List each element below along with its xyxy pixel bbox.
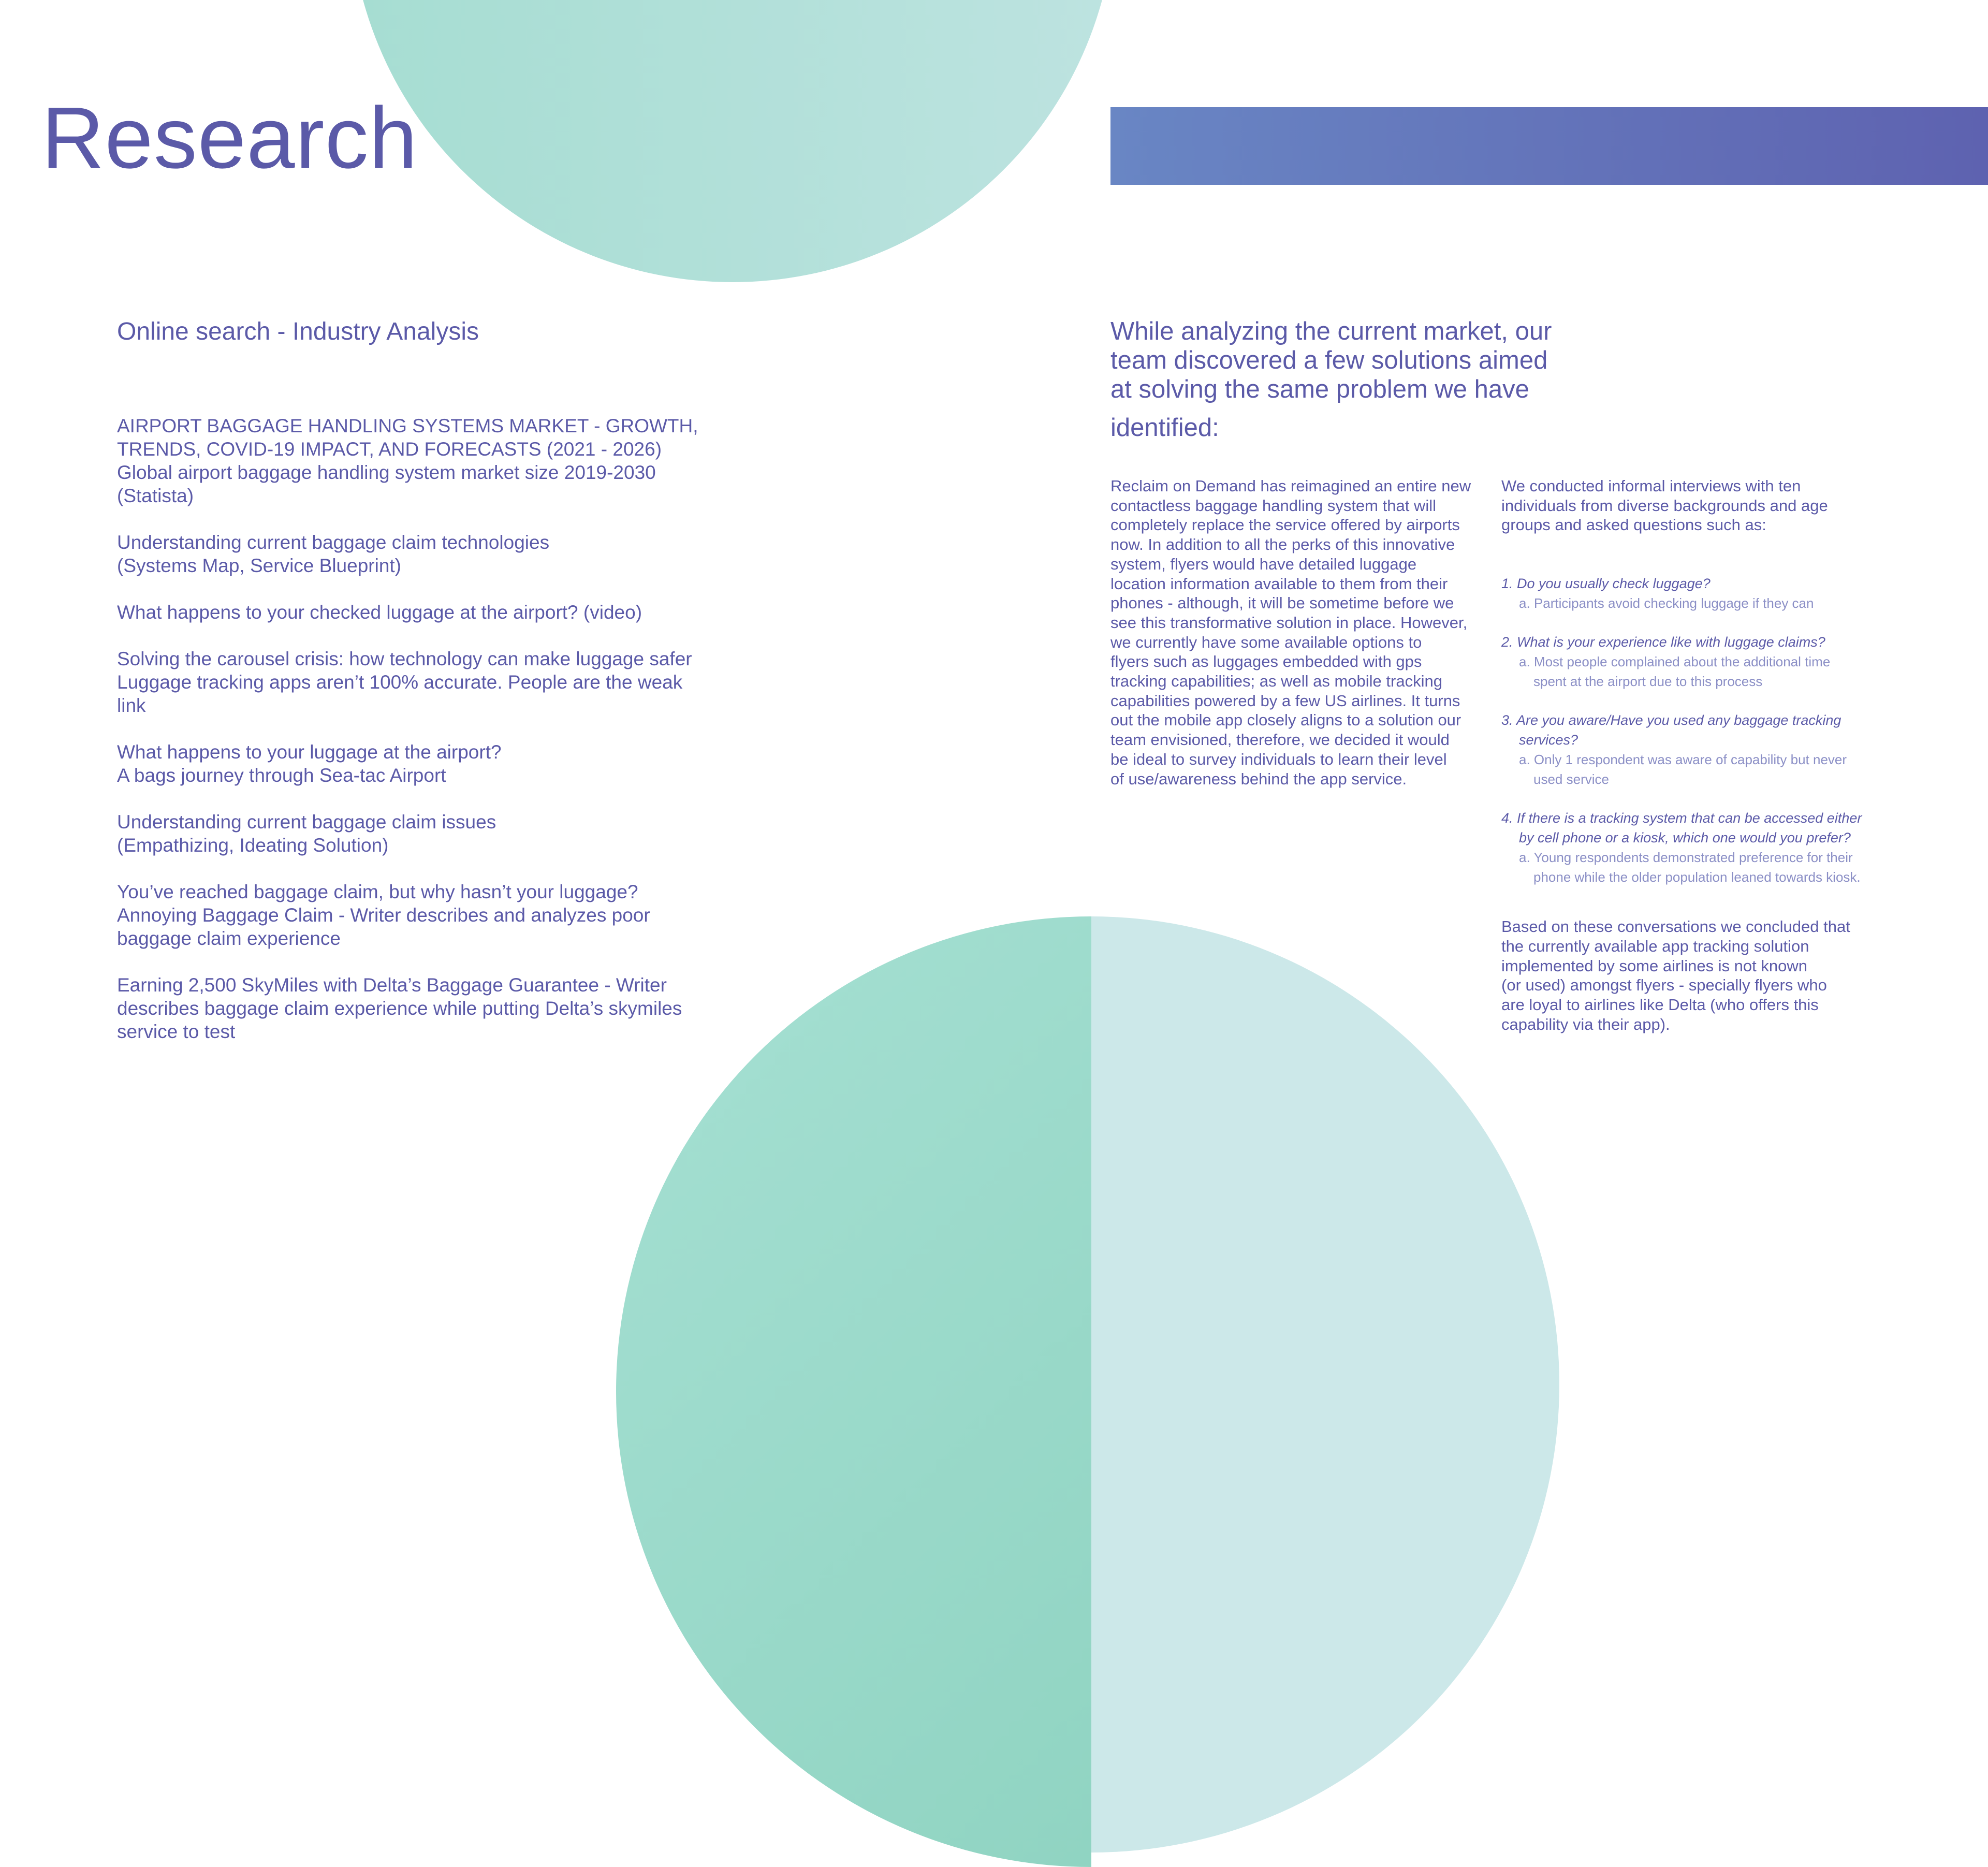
reference-line: Solving the carousel crisis: how technology can make luggage safer <box>117 648 692 669</box>
paragraph-line: of use/awareness behind the app service. <box>1110 769 1407 788</box>
reference-line: Understanding current baggage claim issues <box>117 811 496 833</box>
heading-line: While analyzing the current market, our <box>1110 317 1552 345</box>
paragraph-line: implemented by some airlines is not known <box>1501 956 1807 975</box>
reference-item <box>117 601 738 624</box>
reference-item <box>117 531 738 577</box>
question-line: 3. Are you aware/Have you used any baggage tracking <box>1501 712 1841 728</box>
answer-line: spent at the airport due to this process <box>1533 674 1763 690</box>
conclusion-paragraph <box>1501 917 1905 1034</box>
reference-item <box>117 973 738 1043</box>
reference-item <box>117 414 738 507</box>
reference-line: You’ve reached baggage claim, but why hasn’t your luggage? <box>117 881 638 902</box>
paragraph-line: team envisioned, therefore, we decided it would <box>1110 731 1450 749</box>
heading-line: identified: <box>1110 414 1219 442</box>
paragraph-line: system, flyers would have detailed luggage <box>1110 555 1417 573</box>
decorative-purple-bar <box>1110 107 1988 185</box>
section-heading: Online search - Industry Analysis <box>117 318 479 345</box>
paragraph-line: Based on these conversations we concluded that <box>1501 917 1850 936</box>
decorative-bottom-right-half-circle <box>1091 916 1559 1853</box>
reference-item <box>117 647 738 717</box>
reference-line: Understanding current baggage claim technologies <box>117 531 550 553</box>
interview-answer <box>1501 593 1905 613</box>
answer-line: a. Young respondents demonstrated preference for their <box>1519 850 1853 866</box>
reference-line: Annoying Baggage Claim - Writer describes and analyzes poor <box>117 904 650 926</box>
page-title: Research <box>41 89 418 186</box>
paragraph-line: (or used) amongst flyers - specially flyers who <box>1501 976 1827 995</box>
paragraph-line: location information available to them from their <box>1110 574 1448 593</box>
paragraph-line: the currently available app tracking solution <box>1501 937 1809 955</box>
interviews-section <box>1501 476 1905 1034</box>
reference-line: A bags journey through Sea-tac Airport <box>117 764 446 786</box>
paragraph-line: we currently have some available options to <box>1110 633 1422 651</box>
reference-line: service to test <box>117 1020 236 1042</box>
paragraph-line: individuals from diverse backgrounds and age <box>1501 496 1828 515</box>
reference-item <box>117 880 738 950</box>
answer-line: a. Only 1 respondent was aware of capability but never <box>1519 752 1847 768</box>
paragraph-line: tracking capabilities; as well as mobile tracking <box>1110 672 1442 691</box>
interview-answer <box>1501 750 1905 789</box>
industry-analysis-section <box>117 317 738 1067</box>
reference-line: Global airport baggage handling system market size 2019-2030 <box>117 461 656 483</box>
interview-answer <box>1501 652 1905 691</box>
reference-line: describes baggage claim experience while putting Delta’s skymiles <box>117 997 682 1019</box>
reference-line: (Systems Map, Service Blueprint) <box>117 555 402 576</box>
interview-question <box>1501 710 1905 750</box>
market-analysis-heading <box>1110 317 1576 442</box>
heading-line: at solving the same problem we have <box>1110 375 1529 403</box>
reference-line: TRENDS, COVID-19 IMPACT, AND FORECASTS (2021 - 2026) <box>117 438 662 460</box>
interview-question <box>1501 632 1905 652</box>
paragraph-line: contactless baggage handling system that will <box>1110 496 1436 515</box>
reference-list <box>117 414 738 1043</box>
answer-line: used service <box>1533 771 1609 787</box>
decorative-top-circle <box>349 0 1116 282</box>
paragraph-line: out the mobile app closely aligns to a solution our <box>1110 711 1461 730</box>
reference-item <box>117 740 738 787</box>
paragraph-line: capability via their app). <box>1501 1015 1670 1033</box>
question-line: by cell phone or a kiosk, which one would you prefer? <box>1519 830 1851 846</box>
reference-line: What happens to your checked luggage at the airport? (video) <box>117 601 642 623</box>
paragraph-line: capabilities powered by a few US airlines. It turns <box>1110 691 1460 710</box>
question-line: 4. If there is a tracking system that can be accessed either <box>1501 810 1862 826</box>
answer-line: phone while the older population leaned towards kiosk. <box>1533 869 1861 885</box>
paragraph-line: flyers such as luggages embedded with gps <box>1110 652 1422 671</box>
reference-line: AIRPORT BAGGAGE HANDLING SYSTEMS MARKET - GROWTH, <box>117 415 698 436</box>
paragraph-line: phones - although, it will be sometime before we <box>1110 594 1454 612</box>
question-line: 1. Do you usually check luggage? <box>1501 576 1711 592</box>
reference-line: baggage claim experience <box>117 927 341 949</box>
paragraph-line: see this transformative solution in place. However, <box>1110 613 1468 632</box>
reference-item <box>117 810 738 857</box>
answer-line: a. Most people complained about the additional time <box>1519 654 1831 670</box>
paragraph-line: now. In addition to all the perks of this innovative <box>1110 535 1455 554</box>
reference-line: (Statista) <box>117 485 194 506</box>
question-line: services? <box>1519 732 1578 748</box>
reference-line: link <box>117 694 146 716</box>
reference-line: Luggage tracking apps aren’t 100% accurate. People are the weak <box>117 671 683 693</box>
interview-question-list <box>1501 574 1905 887</box>
paragraph-line: are loyal to airlines like Delta (who offers this <box>1501 995 1819 1014</box>
reference-line: (Empathizing, Ideating Solution) <box>117 834 389 856</box>
paragraph-line: completely replace the service offered by airports <box>1110 516 1460 534</box>
reference-line: What happens to your luggage at the airport? <box>117 741 502 763</box>
paragraph-line: be ideal to survey individuals to learn their level <box>1110 750 1447 768</box>
interview-intro-paragraph <box>1501 476 1905 535</box>
reclaim-on-demand-paragraph <box>1110 476 1488 789</box>
paragraph-line: groups and asked questions such as: <box>1501 516 1766 534</box>
heading-line: team discovered a few solutions aimed <box>1110 346 1548 374</box>
interview-question <box>1501 808 1905 848</box>
interview-question <box>1501 574 1905 593</box>
question-line: 2. What is your experience like with luggage claims? <box>1501 634 1825 650</box>
paragraph-line: We conducted informal interviews with ten <box>1501 477 1801 495</box>
paragraph-line: Reclaim on Demand has reimagined an entire new <box>1110 477 1471 495</box>
interview-answer <box>1501 848 1905 887</box>
reference-line: Earning 2,500 SkyMiles with Delta’s Baggage Guarantee - Writer <box>117 974 667 996</box>
answer-line: a. Participants avoid checking luggage if they can <box>1519 595 1814 611</box>
